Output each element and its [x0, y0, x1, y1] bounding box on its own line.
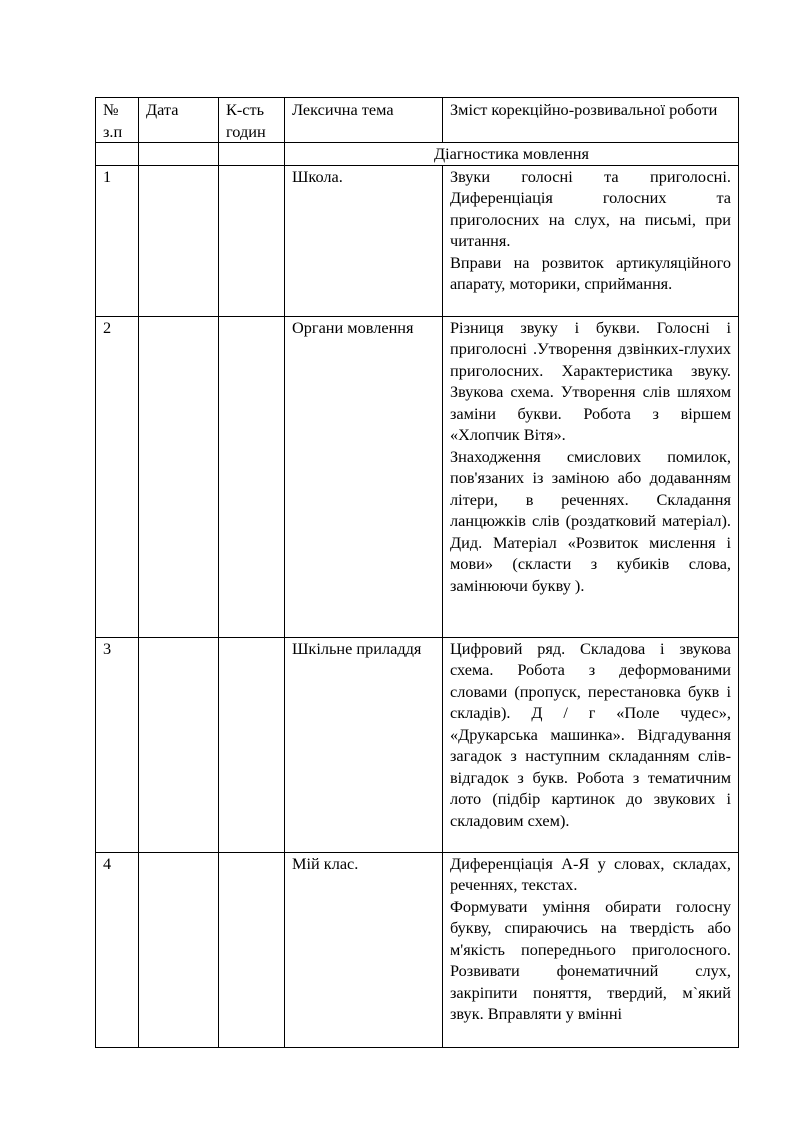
header-content: Зміст корекційно-розвивальної роботи: [443, 98, 739, 143]
row-number: 4: [96, 852, 139, 1047]
row-date: [139, 316, 219, 637]
row-hours: [219, 165, 285, 316]
row-number: 1: [96, 165, 139, 316]
row-content: [443, 852, 739, 1047]
content-paragraph: Вправи на розвиток артикуляційного апарату, моторики, сприймання.: [450, 252, 731, 293]
content-paragraph: Формувати уміння обирати голосну букву, спираючись на твердість або м'якість попереднього приголосного. Розвивати фонематичний слух, закріпити поняття, твердий, м`який звук. Вправляти у вмінні: [450, 896, 731, 1023]
row-content: [443, 165, 739, 316]
row-topic: Шкільне приладдя: [285, 637, 443, 852]
header-number: № з.п: [96, 98, 139, 143]
row-number: 2: [96, 316, 139, 637]
header-hours: К-сть годин: [219, 98, 285, 143]
content-paragraph: Різниця звуку і букви. Голосні і приголосні .Утворення дзвінких-глухих приголосних. Характеристика звуку. Звукова схема. Утворення слів шляхом заміни букви. Робота з віршем «Хлопчик Вітя».: [450, 317, 731, 444]
row-content: [443, 316, 739, 637]
content-paragraph: Звуки голосні та приголосні. Диференціація голосних та приголосних на слух, на письмі, при читання.: [450, 166, 731, 250]
row-hours: [219, 637, 285, 852]
row-number: 3: [96, 637, 139, 852]
work-plan-table: [95, 97, 739, 1048]
row-topic: Школа.: [285, 165, 443, 316]
row-hours: [219, 316, 285, 637]
row-content: [443, 637, 739, 852]
table-row: [96, 165, 739, 316]
row-date: [139, 165, 219, 316]
table-header-row: [96, 98, 739, 143]
table-row: [96, 852, 739, 1047]
row-date: [139, 852, 219, 1047]
content-paragraph: Диференціація А-Я у словах, складах, реченнях, текстах.: [450, 853, 731, 894]
header-date: Дата: [139, 98, 219, 143]
section-title: Діагностика мовлення: [285, 143, 739, 166]
content-paragraph: Цифровий ряд. Складова і звукова схема. Робота з деформованими словами (пропуск, перестановка букв і складів). Д / г «Поле чудес», «Друкарська машинка». Відгадування загадок з наступним складанням слів-відгадок з букв. Робота з тематичним лото (підбір картинок до звукових і складовим схем).: [450, 638, 731, 830]
row-topic: Мій клас.: [285, 852, 443, 1047]
row-date: [139, 637, 219, 852]
table-row: [96, 637, 739, 852]
section-cell-empty: [139, 143, 219, 166]
section-cell-empty: [96, 143, 139, 166]
row-topic: Органи мовлення: [285, 316, 443, 637]
section-cell-empty: [219, 143, 285, 166]
row-hours: [219, 852, 285, 1047]
content-paragraph: Знаходження смислових помилок, пов'язаних із заміною або додаванням літери, в реченнях. Складання ланцюжків слів (роздатковий матеріал). Дид. Матеріал «Розвиток мислення і мови» (скласти з кубиків слова, замінюючи букву ).: [450, 446, 731, 595]
section-row: [96, 143, 739, 166]
header-topic: Лексична тема: [285, 98, 443, 143]
table-row: [96, 316, 739, 637]
